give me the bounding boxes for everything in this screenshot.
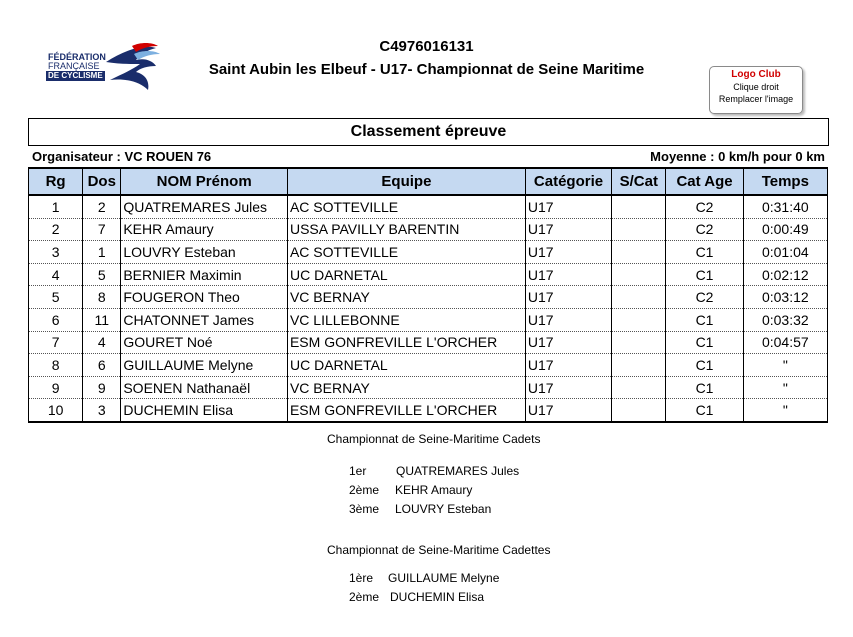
results-table — [28, 167, 828, 423]
table-cell: C2 — [666, 286, 743, 309]
table-cell: AC SOTTEVILLE — [287, 241, 525, 264]
table-cell: C1 — [666, 308, 743, 331]
table-cell — [612, 331, 666, 354]
table-cell: BERNIER Maximin — [121, 263, 288, 286]
table-cell: 1 — [29, 195, 83, 218]
table-cell: 0:00:49 — [743, 218, 827, 241]
table-cell: SOENEN Nathanaël — [121, 376, 288, 399]
table-cell — [612, 241, 666, 264]
moyenne: Moyenne : 0 km/h pour 0 km — [650, 149, 825, 164]
table-cell — [612, 376, 666, 399]
table-cell: C1 — [666, 399, 743, 422]
table-cell: 6 — [83, 354, 121, 377]
table-cell: 7 — [29, 331, 83, 354]
table-cell: 7 — [83, 218, 121, 241]
column-header: Cat Age — [666, 168, 743, 195]
cadets-title: Championnat de Seine-Maritime Cadets — [327, 432, 541, 446]
table-cell: 0:02:12 — [743, 263, 827, 286]
table-cell: USSA PAVILLY BARENTIN — [287, 218, 525, 241]
table-cell: 0:31:40 — [743, 195, 827, 218]
ffc-logo-text-3: DE CYCLISME — [48, 71, 103, 80]
table-cell: 8 — [83, 286, 121, 309]
table-cell: QUATREMARES Jules — [121, 195, 288, 218]
table-cell: VC BERNAY — [287, 286, 525, 309]
table-cell: 5 — [83, 263, 121, 286]
race-title: Saint Aubin les Elbeuf - U17- Championnat de Seine Maritime — [208, 61, 645, 78]
table-cell: 3 — [83, 399, 121, 422]
organisateur: Organisateur : VC ROUEN 76 — [32, 149, 212, 164]
logo-club-title: Logo Club — [731, 69, 781, 80]
podium-name: GUILLAUME Melyne — [388, 571, 500, 585]
table-row — [29, 218, 828, 241]
table-body — [29, 195, 828, 422]
table-cell: U17 — [525, 286, 611, 309]
podium-name: QUATREMARES Jules — [396, 464, 520, 478]
table-cell — [612, 399, 666, 422]
table-cell: 2 — [29, 218, 83, 241]
table-cell: C1 — [666, 331, 743, 354]
column-header: Equipe — [287, 168, 525, 195]
table-row — [29, 354, 828, 377]
column-header: Rg — [29, 168, 83, 195]
podium-name: LOUVRY Esteban — [395, 502, 492, 516]
table-cell: C1 — [666, 263, 743, 286]
podium-rank: 3ème — [349, 502, 380, 516]
ffc-logo-text-1: FÉDÉRATION — [48, 52, 106, 62]
table-cell: KEHR Amaury — [121, 218, 288, 241]
table-row — [29, 331, 828, 354]
table-row — [29, 195, 828, 218]
table-cell: VC LILLEBONNE — [287, 308, 525, 331]
table-cell — [612, 263, 666, 286]
table-cell: VC BERNAY — [287, 376, 525, 399]
podium-rank: 2ème — [349, 590, 380, 604]
cadettes-title: Championnat de Seine-Maritime Cadettes — [327, 543, 551, 557]
table-cell: CHATONNET James — [121, 308, 288, 331]
section-banner: Classement épreuve — [28, 118, 829, 146]
table-cell: 11 — [83, 308, 121, 331]
table-cell: AC SOTTEVILLE — [287, 195, 525, 218]
race-code: C4976016131 — [379, 38, 474, 55]
table-cell: 8 — [29, 354, 83, 377]
logo-club-line2: Remplacer l'image — [718, 94, 794, 104]
table-cell: 2 — [83, 195, 121, 218]
table-cell: U17 — [525, 399, 611, 422]
table-cell: U17 — [525, 376, 611, 399]
table-cell: U17 — [525, 195, 611, 218]
table-cell: 4 — [29, 263, 83, 286]
table-cell: 9 — [83, 376, 121, 399]
table-cell: GUILLAUME Melyne — [121, 354, 288, 377]
table-cell: " — [743, 376, 827, 399]
table-cell: LOUVRY Esteban — [121, 241, 288, 264]
table-cell — [612, 286, 666, 309]
table-cell — [612, 308, 666, 331]
table-cell: DUCHEMIN Elisa — [121, 399, 288, 422]
podium-rank: 1er — [349, 464, 367, 478]
table-cell: 4 — [83, 331, 121, 354]
column-header: Dos — [83, 168, 121, 195]
table-cell: UC DARNETAL — [287, 354, 525, 377]
column-header: Temps — [743, 168, 827, 195]
logo-club-line1: Clique droit — [733, 82, 779, 92]
table-cell: U17 — [525, 354, 611, 377]
table-cell: 10 — [29, 399, 83, 422]
table-cell: 9 — [29, 376, 83, 399]
table-header-row — [29, 168, 828, 195]
table-cell: U17 — [525, 218, 611, 241]
table-cell: 0:03:32 — [743, 308, 827, 331]
table-cell: C1 — [666, 241, 743, 264]
table-cell: U17 — [525, 308, 611, 331]
logo-club-placeholder[interactable] — [709, 66, 803, 114]
podium-rank: 2ème — [349, 483, 380, 497]
table-cell: 0:01:04 — [743, 241, 827, 264]
column-header: NOM Prénom — [121, 168, 288, 195]
table-cell: U17 — [525, 241, 611, 264]
table-cell — [612, 354, 666, 377]
table-cell: C2 — [666, 195, 743, 218]
table-cell: ESM GONFREVILLE L'ORCHER — [287, 399, 525, 422]
table-cell: UC DARNETAL — [287, 263, 525, 286]
table-cell: FOUGERON Theo — [121, 286, 288, 309]
column-header: Catégorie — [525, 168, 611, 195]
table-row — [29, 241, 828, 264]
podium-name: KEHR Amaury — [395, 483, 473, 497]
table-cell: 0:03:12 — [743, 286, 827, 309]
table-row — [29, 376, 828, 399]
table-cell: 3 — [29, 241, 83, 264]
table-cell: U17 — [525, 263, 611, 286]
podium-name: DUCHEMIN Elisa — [390, 590, 485, 604]
table-cell: U17 — [525, 331, 611, 354]
table-cell: 6 — [29, 308, 83, 331]
table-row — [29, 308, 828, 331]
table-cell — [612, 218, 666, 241]
table-row — [29, 399, 828, 422]
table-cell — [612, 195, 666, 218]
table-cell: " — [743, 354, 827, 377]
table-cell: 0:04:57 — [743, 331, 827, 354]
podium-rank: 1ère — [349, 571, 374, 585]
table-row — [29, 286, 828, 309]
table-cell: C1 — [666, 376, 743, 399]
table-row — [29, 263, 828, 286]
table-cell: C2 — [666, 218, 743, 241]
column-header: S/Cat — [612, 168, 666, 195]
table-cell: C1 — [666, 354, 743, 377]
ffc-logo-text-2: FRANÇAISE — [48, 61, 100, 71]
table-cell: ESM GONFREVILLE L'ORCHER — [287, 331, 525, 354]
table-cell: " — [743, 399, 827, 422]
table-cell: 1 — [83, 241, 121, 264]
table-cell: 5 — [29, 286, 83, 309]
table-cell: GOURET Noé — [121, 331, 288, 354]
